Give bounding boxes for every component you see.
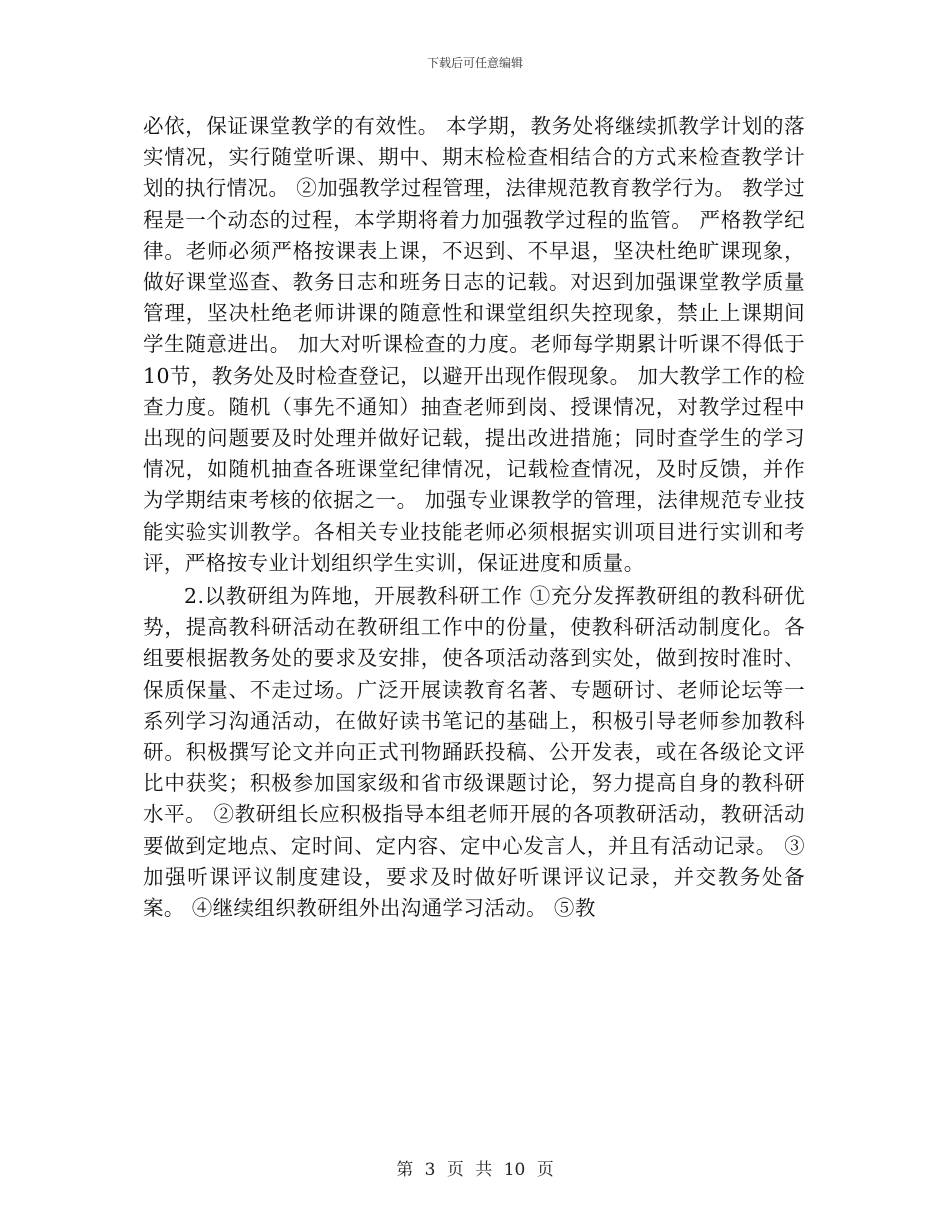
document-body [143,111,805,924]
page-header: 下载后可任意编辑 [426,56,523,70]
paragraph-2: 2.以教研组为阵地，开展教科研工作 ①充分发挥教研组的教科研优势，提高教科研活动在教研组工作中的份量，使教科研活动制度化。各组要根据教务处的要求及安排，使各项活动落到实处，做到按时准时、保质保量、不走过场。广泛开展读教育名著、专题研讨、老师论坛等一系列学习沟通活动，在做好读书笔记的基础上，积极引导老师参加教科研。积极撰写论文并向正式刊物踊跃投稿、公开发表，或在各级论文评比中获奖；积极参加国家级和省市级课题讨论，努力提高自身的教科研水平。 ②教研组长应积极指导本组老师开展的各项教研活动，教研活动要做到定地点、定时间、定内容、定中心发言人，并且有活动记录。 ③加强听课评议制度建设，要求及时做好听课评议记录，并交教务处备案。 ④继续组织教研组外出沟通学习活动。 ⑤教 [143,584,805,921]
page-number: 第 3 页 共 10 页 [396,1160,554,1180]
paragraph-1: 必依，保证课堂教学的有效性。 本学期，教务处将继续抓教学计划的落实情况，实行随堂听课、期中、期末检检查相结合的方式来检查教学计划的执行情况。 ②加强教学过程管理，法律规范教育教学行为。 教学过程是一个动态的过程，本学期将着力加强教学过程的监管。 严格教学纪律。老师必须严格按课表上课，不迟到、不早退，坚决杜绝旷课现象，做好课堂巡查、教务日志和班务日志的记载。对迟到加强课堂教学质量管理，坚决杜绝老师讲课的随意性和课堂组织失控现象，禁止上课期间学生随意进出。 加大对听课检查的力度。老师每学期累计听课不得低于10节，教务处及时检查登记，以避开出现作假现象。 加大教学工作的检查力度。随机（事先不通知）抽查老师到岗、授课情况，对教学过程中出现的问题要及时处理并做好记载，提出改进措施；同时查学生的学习情况，如随机抽查各班课堂纪律情况，记载检查情况，及时反馈，并作为学期结束考核的依据之一。 加强专业课教学的管理，法律规范专业技能实验实训教学。各相关专业技能老师必须根据实训项目进行实训和考评，严格按专业计划组织学生实训，保证进度和质量。 [143,114,805,575]
